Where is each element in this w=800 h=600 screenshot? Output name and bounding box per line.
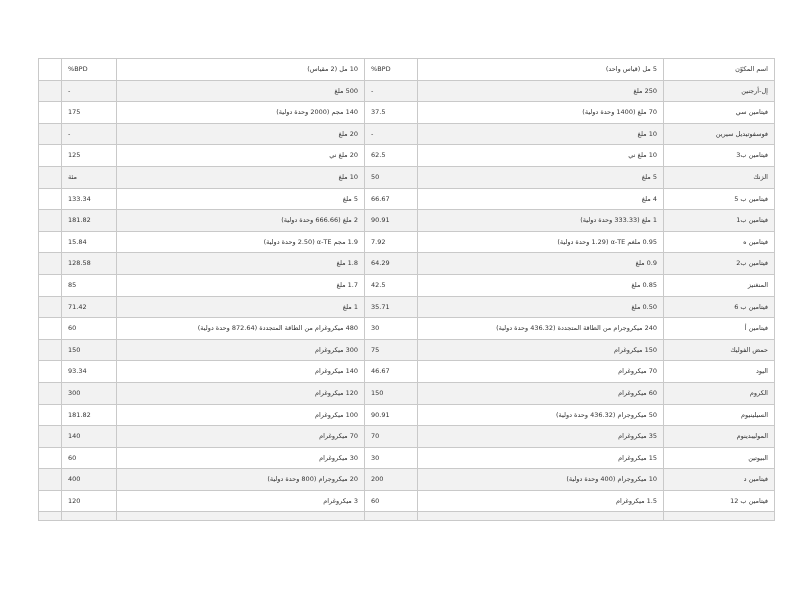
ingredient-name-cell: الزنك xyxy=(664,166,775,188)
ingredient-name-cell: حمض الفوليك xyxy=(664,339,775,361)
edge-cell xyxy=(39,339,62,361)
bpd-5ml-cell: 70 xyxy=(365,426,418,448)
ingredient-name-cell: البيوتين xyxy=(664,447,775,469)
amount-10ml-cell: 480 ميكروغرام من الطاقة المتجددة (872.64 وحدة دولية) xyxy=(117,318,365,340)
ingredient-name-cell: فيتامين ب 12 xyxy=(664,490,775,512)
ingredient-name-cell: فيتامين ب1 xyxy=(664,210,775,232)
edge-cell xyxy=(39,426,62,448)
amount-5ml-cell: 15 ميكروغرام xyxy=(418,447,664,469)
table-row xyxy=(39,166,775,188)
edge-cell xyxy=(39,166,62,188)
edge-cell xyxy=(39,404,62,426)
table-row xyxy=(39,296,775,318)
ingredient-name-cell: فيتامين د xyxy=(664,469,775,491)
table-row xyxy=(39,447,775,469)
amount-10ml-cell: 1 ملغ xyxy=(117,296,365,318)
bpd-10ml-cell: 300 xyxy=(62,382,117,404)
bpd-5ml-cell: 90.91 xyxy=(365,210,418,232)
amount-10ml-cell: 70 ميكروغرام xyxy=(117,426,365,448)
edge-cell xyxy=(39,102,62,124)
bpd-5ml-cell: 30 xyxy=(365,447,418,469)
table-row xyxy=(39,426,775,448)
bpd-5ml-cell: 42.5 xyxy=(365,274,418,296)
edge-cell xyxy=(39,80,62,102)
amount-10ml-cell: 1.9 مجم α-TE (2.50 وحدة دولية) xyxy=(117,231,365,253)
bpd-10ml-cell: 181.82 xyxy=(62,404,117,426)
ingredient-name-cell: الكروم xyxy=(664,382,775,404)
edge-cell xyxy=(39,59,62,81)
amount-10ml-cell: 5 ملغ xyxy=(117,188,365,210)
table-row xyxy=(39,382,775,404)
table-row xyxy=(39,318,775,340)
amount-5ml-cell: 1 ملغ (333.33 وحدة دولية) xyxy=(418,210,664,232)
amount-5ml-cell: 35 ميكروغرام xyxy=(418,426,664,448)
table-body xyxy=(39,59,775,521)
bpd-10ml-cell: - xyxy=(62,80,117,102)
edge-cell xyxy=(39,447,62,469)
amount-5ml-cell: 150 ميكروغرام xyxy=(418,339,664,361)
edge-cell xyxy=(39,490,62,512)
bpd-5ml-cell: 30 xyxy=(365,318,418,340)
edge-cell xyxy=(39,274,62,296)
amount-10ml-cell: 140 مجم (2000 وحدة دولية) xyxy=(117,102,365,124)
bpd-10ml-cell: 71.42 xyxy=(62,296,117,318)
table-row xyxy=(39,231,775,253)
bpd-5ml-cell: 150 xyxy=(365,382,418,404)
ingredient-name-cell: المنغنيز xyxy=(664,274,775,296)
header-amount-5ml: 5 مل (قياس واحد) xyxy=(418,59,664,81)
ingredient-name-cell: فيتامين ب 6 xyxy=(664,296,775,318)
bpd-10ml-cell: - xyxy=(62,123,117,145)
amount-5ml-cell: 0.9 ملغ xyxy=(418,253,664,275)
edge-cell xyxy=(39,123,62,145)
edge-cell xyxy=(39,382,62,404)
amount-5ml-cell: 50 ميكروجرام (436.32 وحدة دولية) xyxy=(418,404,664,426)
amount-5ml-cell: 240 ميكروجرام من الطاقة المتجددة (436.32 وحدة دولية) xyxy=(418,318,664,340)
edge-cell xyxy=(39,318,62,340)
amount-10ml-cell: 500 ملغ xyxy=(117,80,365,102)
table-row xyxy=(39,145,775,167)
table-row xyxy=(39,123,775,145)
empty-cell xyxy=(418,512,664,521)
bpd-5ml-cell: 64.29 xyxy=(365,253,418,275)
amount-5ml-cell: 0.85 ملغ xyxy=(418,274,664,296)
bpd-5ml-cell: 46.67 xyxy=(365,361,418,383)
ingredient-name-cell: فيتامين ب 5 xyxy=(664,188,775,210)
amount-10ml-cell: 20 ملغ xyxy=(117,123,365,145)
header-bpd-5ml: BPD% xyxy=(365,59,418,81)
header-bpd-10ml: BPD% xyxy=(62,59,117,81)
bpd-5ml-cell: 90.91 xyxy=(365,404,418,426)
ingredient-name-cell: السيلينيوم xyxy=(664,404,775,426)
table-row xyxy=(39,80,775,102)
bpd-5ml-cell: 60 xyxy=(365,490,418,512)
table-row xyxy=(39,210,775,232)
amount-5ml-cell: 70 ملغ (1400 وحدة دولية) xyxy=(418,102,664,124)
amount-5ml-cell: 10 ملغ ني xyxy=(418,145,664,167)
amount-10ml-cell: 2 ملغ (666.66 وحدة دولية) xyxy=(117,210,365,232)
amount-10ml-cell: 10 ملغ xyxy=(117,166,365,188)
bpd-10ml-cell: 128.58 xyxy=(62,253,117,275)
table-row xyxy=(39,102,775,124)
edge-cell xyxy=(39,469,62,491)
edge-cell xyxy=(39,188,62,210)
bpd-10ml-cell: 181.82 xyxy=(62,210,117,232)
edge-cell xyxy=(39,145,62,167)
bpd-5ml-cell: 200 xyxy=(365,469,418,491)
bpd-10ml-cell: مئة xyxy=(62,166,117,188)
amount-10ml-cell: 1.8 ملغ xyxy=(117,253,365,275)
amount-5ml-cell: 0.50 ملغ xyxy=(418,296,664,318)
amount-10ml-cell: 100 ميكروغرام xyxy=(117,404,365,426)
amount-10ml-cell: 120 ميكروغرام xyxy=(117,382,365,404)
amount-5ml-cell: 70 ميكروغرام xyxy=(418,361,664,383)
table-row xyxy=(39,253,775,275)
amount-10ml-cell: 1.7 ملغ xyxy=(117,274,365,296)
ingredient-name-cell: فيتامين ه xyxy=(664,231,775,253)
ingredient-name-cell: إل-أرجنين xyxy=(664,80,775,102)
empty-cell xyxy=(62,512,117,521)
empty-cell xyxy=(117,512,365,521)
header-ingredient-name: اسم المكوّن xyxy=(664,59,775,81)
ingredient-name-cell: فيتامين ب3 xyxy=(664,145,775,167)
bpd-10ml-cell: 15.84 xyxy=(62,231,117,253)
table-row xyxy=(39,490,775,512)
ingredient-name-cell: فيتامين أ xyxy=(664,318,775,340)
ingredient-name-cell: فوسفوتيديل سيرين xyxy=(664,123,775,145)
bpd-10ml-cell: 60 xyxy=(62,447,117,469)
bpd-5ml-cell: - xyxy=(365,123,418,145)
edge-cell xyxy=(39,231,62,253)
table-row xyxy=(39,469,775,491)
amount-10ml-cell: 20 ملغ ني xyxy=(117,145,365,167)
bpd-5ml-cell: 66.67 xyxy=(365,188,418,210)
table-row xyxy=(39,361,775,383)
amount-10ml-cell: 140 ميكروغرام xyxy=(117,361,365,383)
bpd-10ml-cell: 150 xyxy=(62,339,117,361)
header-row xyxy=(39,59,775,81)
edge-cell xyxy=(39,296,62,318)
empty-cell xyxy=(39,512,62,521)
bpd-10ml-cell: 400 xyxy=(62,469,117,491)
amount-5ml-cell: 5 ملغ xyxy=(418,166,664,188)
bpd-10ml-cell: 133.34 xyxy=(62,188,117,210)
table-row xyxy=(39,339,775,361)
bpd-10ml-cell: 140 xyxy=(62,426,117,448)
ingredient-name-cell: فيتامين ب2 xyxy=(664,253,775,275)
edge-cell xyxy=(39,210,62,232)
edge-cell xyxy=(39,361,62,383)
ingredient-name-cell: فيتامين سي xyxy=(664,102,775,124)
amount-5ml-cell: 1.5 ميكروغرام xyxy=(418,490,664,512)
nutrition-table xyxy=(38,58,775,521)
ingredient-name-cell: الموليبدينوم xyxy=(664,426,775,448)
amount-5ml-cell: 60 ميكروغرام xyxy=(418,382,664,404)
bpd-10ml-cell: 120 xyxy=(62,490,117,512)
bpd-5ml-cell: 35.71 xyxy=(365,296,418,318)
bpd-5ml-cell: 7.92 xyxy=(365,231,418,253)
ingredient-name-cell: اليود xyxy=(664,361,775,383)
bpd-10ml-cell: 93.34 xyxy=(62,361,117,383)
empty-row xyxy=(39,512,775,521)
amount-5ml-cell: 10 ملغ xyxy=(418,123,664,145)
amount-10ml-cell: 20 ميكروجرام (800 وحدة دولية) xyxy=(117,469,365,491)
amount-10ml-cell: 300 ميكروغرام xyxy=(117,339,365,361)
amount-5ml-cell: 250 ملغ xyxy=(418,80,664,102)
amount-10ml-cell: 30 ميكروغرام xyxy=(117,447,365,469)
amount-5ml-cell: 4 ملغ xyxy=(418,188,664,210)
table-row xyxy=(39,274,775,296)
bpd-5ml-cell: 37.5 xyxy=(365,102,418,124)
bpd-5ml-cell: 50 xyxy=(365,166,418,188)
bpd-10ml-cell: 60 xyxy=(62,318,117,340)
header-amount-10ml: 10 مل (2 مقياس) xyxy=(117,59,365,81)
bpd-10ml-cell: 125 xyxy=(62,145,117,167)
bpd-10ml-cell: 85 xyxy=(62,274,117,296)
amount-5ml-cell: 0.95 ملغم α-TE (1.29 وحدة دولية) xyxy=(418,231,664,253)
empty-cell xyxy=(365,512,418,521)
amount-5ml-cell: 10 ميكروجرام (400 وحدة دولية) xyxy=(418,469,664,491)
table-row xyxy=(39,404,775,426)
edge-cell xyxy=(39,253,62,275)
bpd-5ml-cell: 75 xyxy=(365,339,418,361)
table-row xyxy=(39,188,775,210)
empty-cell xyxy=(664,512,775,521)
bpd-10ml-cell: 175 xyxy=(62,102,117,124)
bpd-5ml-cell: 62.5 xyxy=(365,145,418,167)
bpd-5ml-cell: - xyxy=(365,80,418,102)
amount-10ml-cell: 3 ميكروغرام xyxy=(117,490,365,512)
